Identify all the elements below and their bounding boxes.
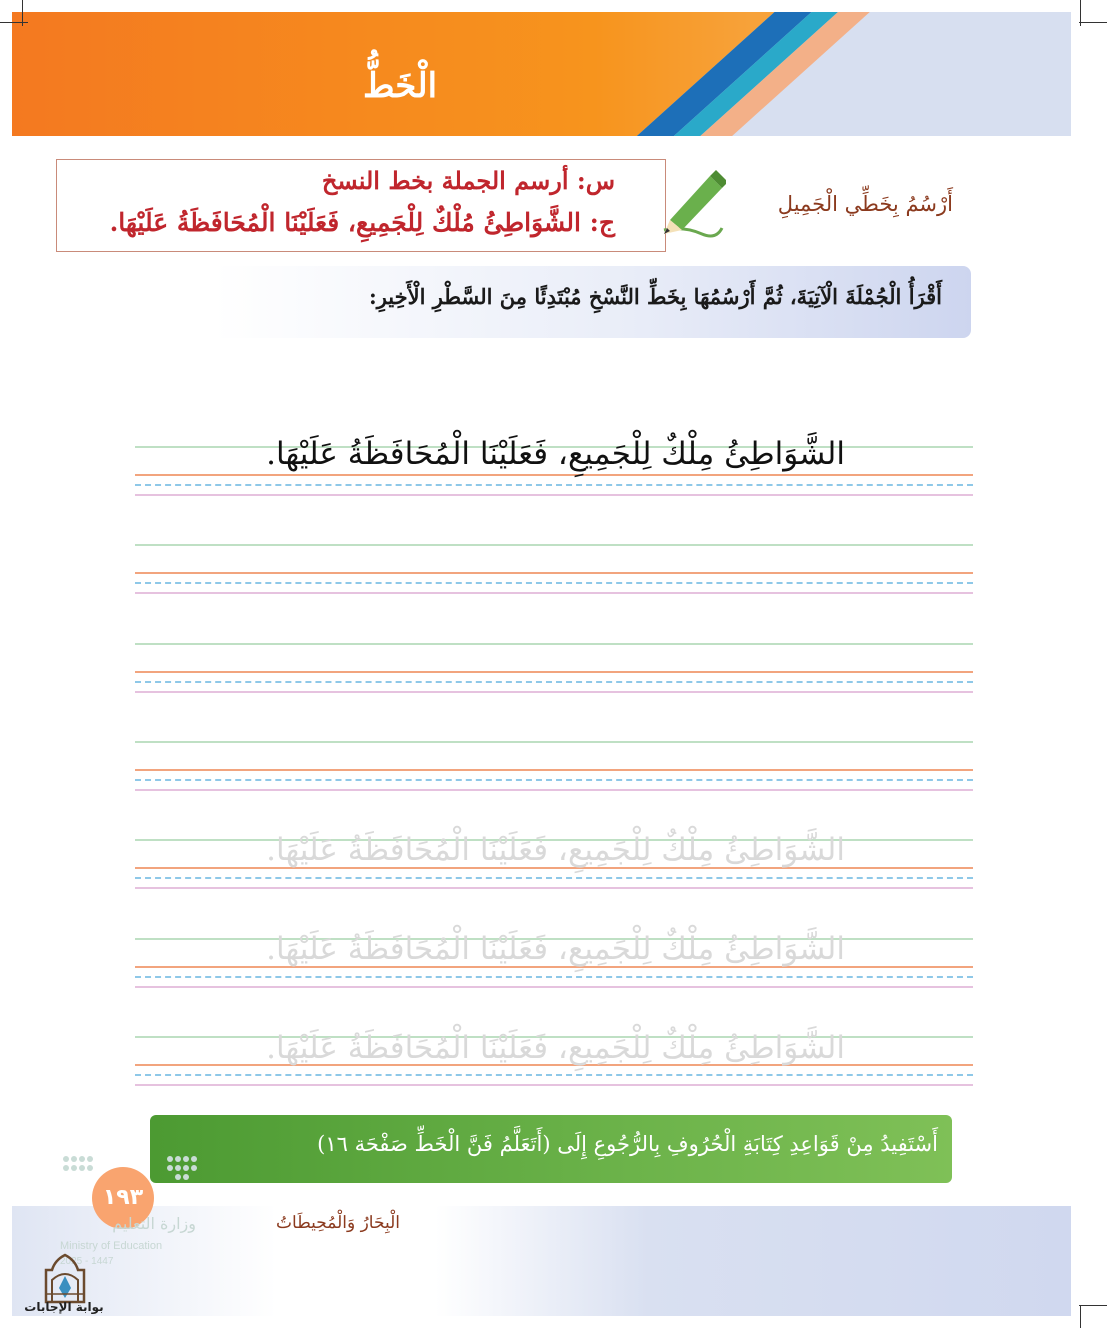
ministry-year: 2025 - 1447 <box>60 1256 114 1267</box>
ministry-name-english: Ministry of Education <box>60 1240 163 1252</box>
crop-mark <box>1080 0 1081 26</box>
answer-text: الشَّوَاطِئُ مُلْكٌ لِلْجَمِيعِ، فَعَلَيْنَا الْمُحَافَظَةُ عَلَيْهَا. <box>109 208 581 237</box>
writing-line[interactable] <box>135 544 973 604</box>
answer-box <box>56 159 666 252</box>
model-sentence: الشَّوَاطِئُ مِلْكٌ لِلْجَمِيعِ، فَعَلَيْنَا الْمُحَافَظَةُ عَلَيْهَا. <box>266 436 845 472</box>
page-number-badge: ١٩٣ <box>92 1167 154 1229</box>
answers-portal-label[interactable]: بوابة الإجابات <box>24 1300 104 1314</box>
pencil-icon <box>656 168 726 240</box>
ministry-name-arabic: وزارة التعليم <box>112 1214 196 1233</box>
crop-mark <box>1079 22 1107 53</box>
unit-name: الْبِحَارُ وَالْمُحِيطَاتُ <box>276 1213 400 1233</box>
crop-mark <box>22 0 23 26</box>
page-title: الْخَطُّ <box>362 66 438 106</box>
answer-label: ج: <box>589 208 615 237</box>
writing-line[interactable] <box>135 643 973 703</box>
tip-text: أَسْتَفِيدُ مِنْ قَوَاعِدِ كِتَابَةِ الْحُرُوفِ بِالرُّجُوعِ إِلَى (أَتَعَلَّمُ فَنَّ الْخَطِّ صَفْحَة ١٦) <box>317 1132 938 1156</box>
writing-line[interactable] <box>135 741 973 801</box>
crop-mark <box>0 22 28 53</box>
answers-portal-logo-icon[interactable] <box>38 1252 92 1304</box>
crop-mark <box>1079 1305 1107 1336</box>
tracing-sentence: الشَّوَاطِئُ مِلْكٌ لِلْجَمِيعِ، فَعَلَيْنَا الْمُحَافَظَةُ عَلَيْهَا. <box>266 1030 845 1066</box>
question-text: س: أرسم الجملة بخط النسخ <box>321 166 615 195</box>
instruction-text: أَقْرَأُ الْجُمْلَةَ الْآتِيَةَ، ثُمَّ أَرْسُمُهَا بِخَطِّ النَّسْخِ مُبْتَدِئًا مِنَ السَّطْرِ الْأَخِيرِ: <box>368 284 942 309</box>
crop-mark <box>1080 1305 1081 1328</box>
answer-line <box>110 208 615 237</box>
tracing-sentence: الشَّوَاطِئُ مِلْكٌ لِلْجَمِيعِ، فَعَلَيْنَا الْمُحَافَظَةُ عَلَيْهَا. <box>266 832 845 868</box>
section-label: أَرْسُمُ بِخَطِّي الْجَمِيلِ <box>777 192 953 216</box>
tracing-sentence: الشَّوَاطِئُ مِلْكٌ لِلْجَمِيعِ، فَعَلَيْنَا الْمُحَافَظَةُ عَلَيْهَا. <box>266 931 845 967</box>
header-banner <box>12 12 1071 136</box>
header-orange-panel <box>12 12 1071 136</box>
